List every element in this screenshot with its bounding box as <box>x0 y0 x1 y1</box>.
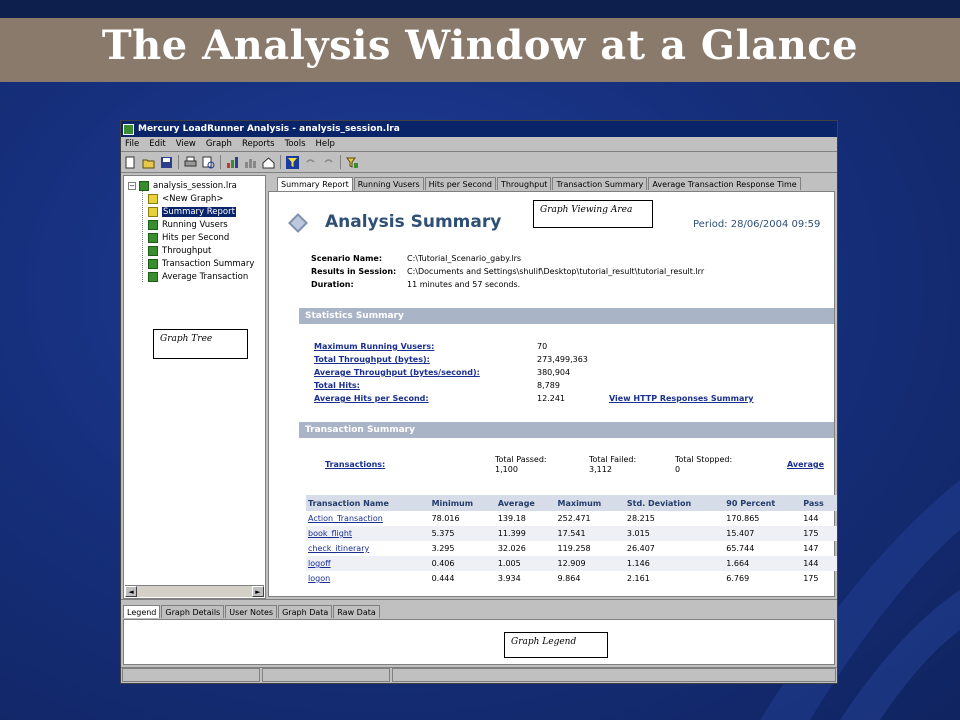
total-passed-value: 1,100 <box>495 465 518 474</box>
menu-reports[interactable]: Reports <box>241 139 275 149</box>
table-cell: 175 <box>801 526 837 541</box>
tree-item-throughput[interactable] <box>148 245 211 257</box>
stat-link[interactable]: Average Throughput (bytes/second): <box>314 368 480 377</box>
stat-link[interactable]: Total Hits: <box>314 381 360 390</box>
table-cell: 5.375 <box>430 526 496 541</box>
print-icon[interactable] <box>184 156 197 169</box>
loadrunner-window <box>120 120 838 684</box>
transaction-summary-header: Transaction Summary <box>299 422 835 438</box>
tab-graph-data[interactable]: Graph Data <box>278 605 332 618</box>
toolbar-separator <box>280 155 281 169</box>
new-graph-icon <box>148 194 158 204</box>
tree-item-label: Average Transaction <box>162 272 249 282</box>
table-cell: 3.295 <box>431 544 455 553</box>
pane-splitter[interactable] <box>121 599 837 603</box>
tree-item-running-vusers[interactable] <box>148 219 228 231</box>
collapse-icon[interactable]: − <box>129 182 135 190</box>
table-cell: 11.399 <box>496 526 556 541</box>
total-failed <box>589 455 636 475</box>
status-bar <box>121 667 837 683</box>
column-header[interactable]: Std. Deviation <box>625 495 724 511</box>
tab-summary-report[interactable]: Summary Report <box>277 177 353 191</box>
tree-connector <box>142 190 144 282</box>
tree-item-transaction-summary[interactable] <box>148 258 254 270</box>
table-cell: 3.015 <box>625 526 724 541</box>
tree-item-label: Transaction Summary <box>162 259 255 269</box>
tab-hits-per-second[interactable]: Hits per Second <box>425 177 496 190</box>
menu-edit[interactable]: Edit <box>149 139 166 149</box>
tab-running-vusers[interactable]: Running Vusers <box>354 177 424 190</box>
toolbar <box>121 152 837 173</box>
tree-item-summary-report[interactable] <box>148 206 236 218</box>
table-header-row <box>306 495 837 511</box>
tab-raw-data[interactable]: Raw Data <box>333 605 379 618</box>
tree-item-label: Summary Report <box>163 207 235 217</box>
column-header[interactable]: Pass <box>801 495 837 511</box>
add-graph-icon[interactable] <box>226 156 239 169</box>
analysis-summary-title: Analysis Summary <box>325 212 502 232</box>
table-cell: 26.407 <box>626 544 655 553</box>
total-failed-value: 3,112 <box>589 465 612 474</box>
diamond-icon <box>288 213 308 233</box>
stat-link[interactable]: Maximum Running Vusers: <box>314 342 435 351</box>
table-row <box>306 556 837 571</box>
undo-icon[interactable] <box>304 156 317 169</box>
view-http-responses-link[interactable]: View HTTP Responses Summary <box>609 394 754 403</box>
table-row <box>306 541 837 556</box>
merge-graphs-icon[interactable] <box>244 156 257 169</box>
session-icon <box>139 181 149 191</box>
graph-tree-callout: Graph Tree <box>153 329 248 359</box>
tree-item-average-transaction[interactable] <box>148 271 248 283</box>
duration-row <box>311 280 520 289</box>
duration-label: Duration: <box>311 280 354 289</box>
table-row <box>306 511 837 526</box>
scenario-value: C:\Tutorial_Scenario_gaby.lrs <box>407 254 522 263</box>
results-value: C:\Documents and Settings\shulif\Desktop\tutorial_result\tutorial_result.lrr <box>407 267 705 276</box>
transaction-name-link[interactable]: check_itinerary <box>308 544 370 553</box>
table-cell: 147 <box>803 544 819 553</box>
stat-value: 70 <box>537 342 548 351</box>
table-cell: 17.541 <box>556 526 625 541</box>
tab-legend[interactable]: Legend <box>123 605 160 618</box>
tab-transaction-summary[interactable]: Transaction Summary <box>552 177 647 190</box>
graph-icon <box>148 272 158 282</box>
scroll-right-icon[interactable]: ► <box>252 586 264 597</box>
tab-throughput[interactable]: Throughput <box>497 177 551 190</box>
graph-icon <box>148 246 158 256</box>
results-label: Results in Session: <box>311 267 397 276</box>
column-header[interactable]: Transaction Name <box>306 495 430 511</box>
table-cell: 6.769 <box>726 574 750 583</box>
table-cell: 1.146 <box>625 556 724 571</box>
menu-help[interactable]: Help <box>315 139 335 149</box>
transaction-name-link[interactable]: book_flight <box>306 526 430 541</box>
duration-value: 11 minutes and 57 seconds. <box>407 280 521 289</box>
tree-item-label: Running Vusers <box>162 220 228 230</box>
new-icon[interactable] <box>124 156 137 169</box>
home-icon[interactable] <box>262 156 275 169</box>
scenario-label: Scenario Name: <box>311 254 383 263</box>
stat-link[interactable]: Total Throughput (bytes): <box>314 355 430 364</box>
open-icon[interactable] <box>142 156 155 169</box>
transaction-name-link[interactable]: logoff <box>306 556 430 571</box>
menu-tools[interactable]: Tools <box>284 139 306 149</box>
total-stopped <box>675 455 732 475</box>
table-cell: 2.161 <box>626 574 650 583</box>
table-cell: 65.744 <box>726 544 755 553</box>
tab-average-transaction-response-time[interactable]: Average Transaction Response Time <box>648 177 800 190</box>
graph-legend-panel <box>123 619 835 665</box>
table-cell: 0.444 <box>431 574 455 583</box>
average-link[interactable]: Average <box>787 460 825 469</box>
total-stopped-label: Total Stopped: <box>675 455 733 464</box>
stat-value: 273,499,363 <box>537 355 588 364</box>
table-row <box>306 571 837 586</box>
tree-item-label: <New Graph> <box>162 194 224 204</box>
app-icon <box>123 124 134 135</box>
total-failed-label: Total Failed: <box>589 455 637 464</box>
stat-value: 8,789 <box>537 381 560 390</box>
tree-item-label: Hits per Second <box>162 233 230 243</box>
total-passed-label: Total Passed: <box>495 455 547 464</box>
scroll-left-icon[interactable]: ◄ <box>125 586 137 597</box>
toolbar-separator <box>220 155 221 169</box>
transaction-name-link[interactable]: Action_Transaction <box>308 514 383 523</box>
tree-root-label: analysis_session.lra <box>153 181 237 191</box>
graph-icon <box>148 233 158 243</box>
menu-graph[interactable]: Graph <box>205 139 232 149</box>
save-icon[interactable] <box>160 156 173 169</box>
table-cell: 119.258 <box>557 544 591 553</box>
table-cell: 3.934 <box>497 574 521 583</box>
tree-horizontal-scrollbar[interactable] <box>125 585 264 597</box>
tree-item-new-graph[interactable] <box>148 193 224 205</box>
table-cell: 78.016 <box>431 514 460 523</box>
top-strip <box>0 0 960 18</box>
stat-value: 12.241 <box>537 394 565 403</box>
column-header[interactable]: Maximum <box>556 495 625 511</box>
filter-icon[interactable] <box>286 156 299 169</box>
status-cell <box>262 668 390 682</box>
toolbar-separator <box>178 155 179 169</box>
tab-user-notes[interactable]: User Notes <box>225 605 277 618</box>
status-cell <box>122 668 260 682</box>
stat-value: 380,904 <box>537 368 571 377</box>
graph-tree-panel <box>123 175 266 599</box>
results-row <box>311 267 704 276</box>
stat-link[interactable]: Average Hits per Second: <box>314 394 429 403</box>
tab-graph-details[interactable]: Graph Details <box>161 605 224 618</box>
statistics-summary-header: Statistics Summary <box>299 308 835 324</box>
menu-file[interactable]: File <box>125 139 140 149</box>
graph-tabs <box>277 177 802 191</box>
table-cell: 12.909 <box>556 556 625 571</box>
redo-icon[interactable] <box>322 156 335 169</box>
scenario-row <box>311 254 521 263</box>
table-cell: 144 <box>803 514 819 523</box>
transaction-table <box>306 495 837 586</box>
table-cell: 32.026 <box>497 544 526 553</box>
graph-viewing-area-callout: Graph Viewing Area <box>533 200 653 228</box>
column-header[interactable]: Minimum <box>430 495 496 511</box>
legend-tabs <box>123 605 381 619</box>
table-row <box>306 526 837 541</box>
table-cell: 9.864 <box>557 574 581 583</box>
tree-item-label: Throughput <box>162 246 212 256</box>
print-preview-icon[interactable] <box>202 156 215 169</box>
total-passed <box>495 455 547 475</box>
table-cell: 1.005 <box>496 556 556 571</box>
table-cell: 0.406 <box>430 556 496 571</box>
table-cell: 15.407 <box>724 526 801 541</box>
graph-settings-icon[interactable] <box>346 156 359 169</box>
table-cell: 28.215 <box>626 514 655 523</box>
column-header[interactable]: 90 Percent <box>724 495 801 511</box>
tree-item-hits-per-second[interactable] <box>148 232 229 244</box>
table-cell: 175 <box>803 574 819 583</box>
window-titlebar[interactable] <box>121 121 837 137</box>
column-header[interactable]: Average <box>496 495 556 511</box>
period-text: Period: 28/06/2004 09:59 <box>693 219 821 230</box>
slide-title: The Analysis Window at a Glance <box>101 22 859 69</box>
transaction-name-link[interactable]: logon <box>308 574 331 583</box>
graph-icon <box>148 220 158 230</box>
window-title: Mercury LoadRunner Analysis - analysis_session.lra <box>138 124 400 134</box>
table-cell: 170.865 <box>726 514 760 523</box>
status-cell <box>392 668 836 682</box>
report-icon <box>148 207 158 217</box>
total-stopped-value: 0 <box>675 465 681 474</box>
tree-root[interactable] <box>128 180 237 192</box>
toolbar-separator <box>340 155 341 169</box>
graph-legend-callout: Graph Legend <box>504 632 608 658</box>
graph-icon <box>148 259 158 269</box>
table-cell: 139.18 <box>497 514 526 523</box>
table-cell: 144 <box>801 556 837 571</box>
table-cell: 1.664 <box>724 556 801 571</box>
menu-view[interactable]: View <box>175 139 196 149</box>
table-cell: 252.471 <box>557 514 591 523</box>
transactions-link[interactable]: Transactions: <box>325 460 386 469</box>
menu-bar <box>121 137 837 152</box>
